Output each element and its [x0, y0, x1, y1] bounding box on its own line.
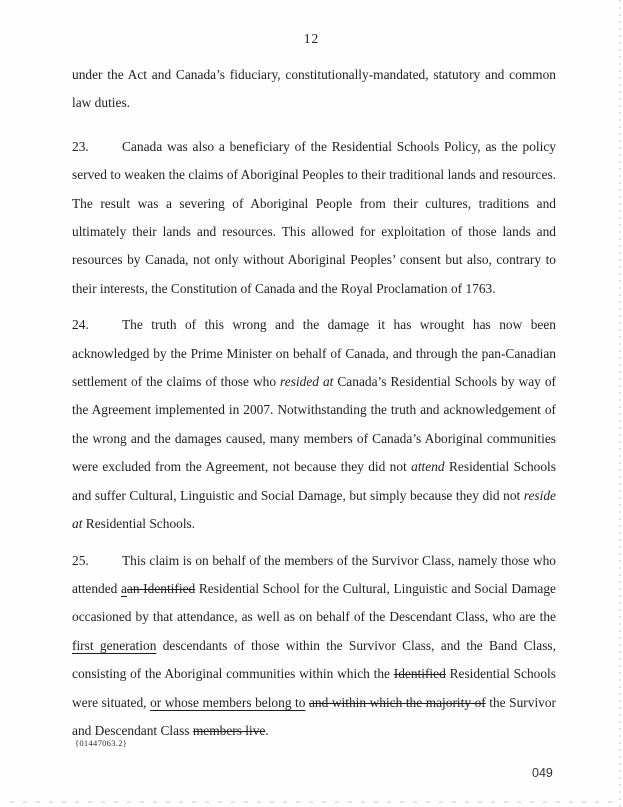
body-text: the Survivor and Descendant Class [72, 694, 557, 738]
paragraph-continuation [72, 61, 556, 118]
italic-text: resided at [280, 374, 334, 390]
paragraph-25 [72, 547, 556, 746]
scan-artifact-right-edge [619, 0, 621, 807]
body-text: Residential School for the Cultural, Linguistic and Social Damage occasioned by that attendance, as well as on behalf of the Descendant Class, who are the [72, 580, 556, 625]
paragraph-23 [72, 133, 556, 303]
struck-through-text: Identified [393, 666, 446, 682]
page-number: 12 [303, 31, 320, 46]
body-text: The truth of this wrong and the damage it has wrought has now been acknowledged by the Prime Minister on behalf of Canada, and through the pan-Canadian settlement of the claims of those who [72, 317, 556, 390]
italic-text: attend [411, 459, 445, 475]
paragraph-24 [72, 311, 556, 538]
underlined-inserted-text: first generation [72, 637, 157, 653]
body-text: under the Act and Canada’s fiduciary, constitutionally-mandated, statutory and common law duties. [72, 67, 556, 111]
body-text: Residential Schools. [82, 516, 196, 532]
paragraph-number: 23. [72, 138, 89, 154]
body-text: Residential Schools and suffer Cultural, Linguistic and Social Damage, but simply because they did not [72, 459, 556, 503]
scan-artifact-bottom-edge [10, 801, 613, 803]
body-text: Canada’s Residential Schools by way of the Agreement implemented in 2007. Notwithstanding the truth and acknowledgement of the wrong and the damages caused, many members of Canada’s Aboriginal communities were excluded from the Agreement, not because they did not [72, 374, 556, 475]
body-text: Residential Schools were situated, [72, 666, 556, 710]
body-text: This claim is on behalf of the members of the Survivor Class, namely those who attended [72, 552, 556, 596]
body-text: . [265, 722, 269, 738]
struck-through-text: an Identified [126, 580, 196, 596]
italic-text: reside at [72, 487, 556, 532]
underlined-inserted-text: or whose members belong to [150, 694, 306, 710]
document-id-footer: {01447063.2} [75, 738, 128, 748]
paragraph-number: 25. [72, 552, 89, 568]
underlined-inserted-text: a [120, 580, 127, 596]
paragraph-number: 24. [72, 317, 89, 333]
body-text: descendants of those within the Survivor Class, and the Band Class, consisting of the Aboriginal communities within which the [72, 637, 556, 682]
document-body [72, 61, 556, 753]
bates-number-stamp: 049 [532, 766, 553, 780]
struck-through-text: and within which the majority of [308, 694, 486, 710]
body-text: Canada was also a beneficiary of the Residential Schools Policy, as the policy served to weaken the claims of Aboriginal Peoples to their traditional lands and resources. The result was a severing of Aboriginal People from their cultures, traditions and ultimately their lands and resources. This allowed for exploitation of those lands and resources by Canada, not only without Aboriginal Peoples’ consent but also, contrary to their interests, the Constitution of Canada and the Royal Proclamation of 1763. [72, 138, 556, 296]
struck-through-text: members live [192, 722, 266, 738]
